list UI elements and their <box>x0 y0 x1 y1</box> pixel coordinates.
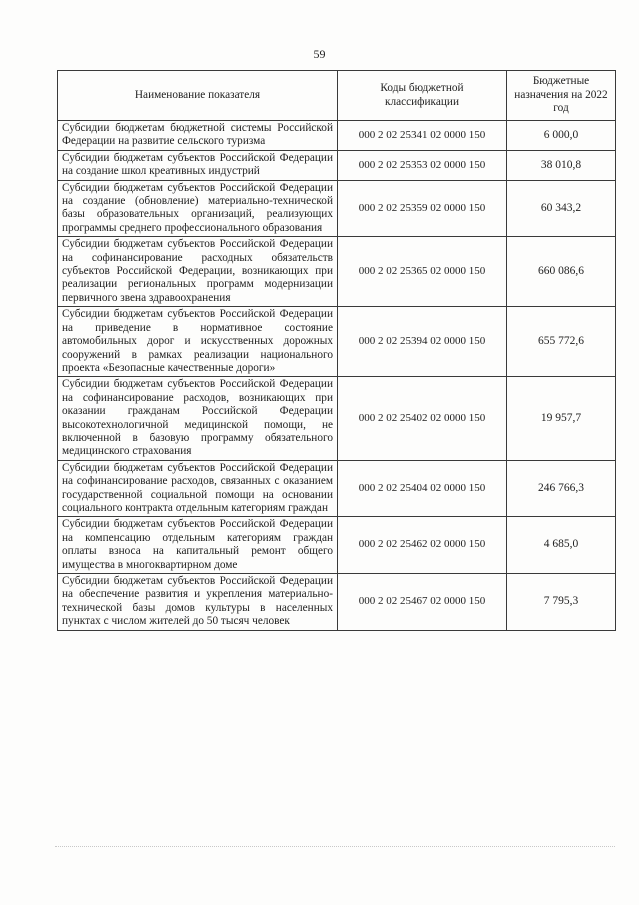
row-sum: 38 010,8 <box>507 150 616 180</box>
row-name: Субсидии бюджетам субъектов Российской Федерации на софинансирование расходов, возникающих при оказании гражданам Российской Федерации высокотехнологичной медицинской помощи, не включенной в базовую программу обязательного медицинского страхования <box>58 377 338 460</box>
table-row <box>58 307 616 377</box>
row-code: 000 2 02 25353 02 0000 150 <box>338 150 507 180</box>
row-code: 000 2 02 25404 02 0000 150 <box>338 460 507 517</box>
table-row <box>58 574 616 631</box>
page-number: 59 <box>313 47 326 61</box>
table-header-row <box>58 71 616 121</box>
scan-artifact-line <box>55 846 615 849</box>
row-name: Субсидии бюджетам субъектов Российской Федерации на создание школ креативных индустрий <box>58 150 338 180</box>
header-name: Наименование показателя <box>58 71 338 121</box>
header-code: Коды бюджетной классификации <box>338 71 507 121</box>
row-name: Субсидии бюджетам субъектов Российской Федерации на обеспечение развития и укрепления материально-технической базы домов культуры в населенных пунктах с числом жителей до 50 тысяч человек <box>58 574 338 631</box>
row-name: Субсидии бюджетам субъектов Российской Федерации на софинансирование расходных обязательств субъектов Российской Федерации, возникающих при реализации региональных программ модернизации первичного звена здравоохранения <box>58 237 338 307</box>
table-row <box>58 180 616 237</box>
row-sum: 6 000,0 <box>507 121 616 151</box>
table-row <box>58 121 616 151</box>
table-row <box>58 460 616 517</box>
row-name: Субсидии бюджетам субъектов Российской Федерации на компенсацию отдельным категориям граждан оплаты взноса на капитальный ремонт общего имущества в многоквартирном доме <box>58 517 338 574</box>
row-sum: 60 343,2 <box>507 180 616 237</box>
table-row <box>58 377 616 460</box>
row-name: Субсидии бюджетам бюджетной системы Российской Федерации на развитие сельского туризма <box>58 121 338 151</box>
row-code: 000 2 02 25359 02 0000 150 <box>338 180 507 237</box>
table-row <box>58 237 616 307</box>
row-sum: 19 957,7 <box>507 377 616 460</box>
header-sum: Бюджетные назначения на 2022 год <box>507 71 616 121</box>
row-sum: 7 795,3 <box>507 574 616 631</box>
row-name: Субсидии бюджетам субъектов Российской Федерации на приведение в нормативное состояние автомобильных дорог и искусственных дорожных сооружений в рамках реализации национального проекта «Безопасные качественные дороги» <box>58 307 338 377</box>
row-sum: 246 766,3 <box>507 460 616 517</box>
row-sum: 4 685,0 <box>507 517 616 574</box>
row-code: 000 2 02 25467 02 0000 150 <box>338 574 507 631</box>
row-code: 000 2 02 25394 02 0000 150 <box>338 307 507 377</box>
row-name: Субсидии бюджетам субъектов Российской Федерации на софинансирование расходов, связанных с оказанием государственной социальной помощи на основании социального контракта отдельным категориям граждан <box>58 460 338 517</box>
row-sum: 660 086,6 <box>507 237 616 307</box>
row-code: 000 2 02 25341 02 0000 150 <box>338 121 507 151</box>
table-row <box>58 150 616 180</box>
row-code: 000 2 02 25402 02 0000 150 <box>338 377 507 460</box>
table-row <box>58 517 616 574</box>
row-sum: 655 772,6 <box>507 307 616 377</box>
budget-table <box>57 70 616 631</box>
row-name: Субсидии бюджетам субъектов Российской Федерации на создание (обновление) материально-технической базы образовательных организаций, реализующих программы среднего профессионального образования <box>58 180 338 237</box>
row-code: 000 2 02 25462 02 0000 150 <box>338 517 507 574</box>
row-code: 000 2 02 25365 02 0000 150 <box>338 237 507 307</box>
